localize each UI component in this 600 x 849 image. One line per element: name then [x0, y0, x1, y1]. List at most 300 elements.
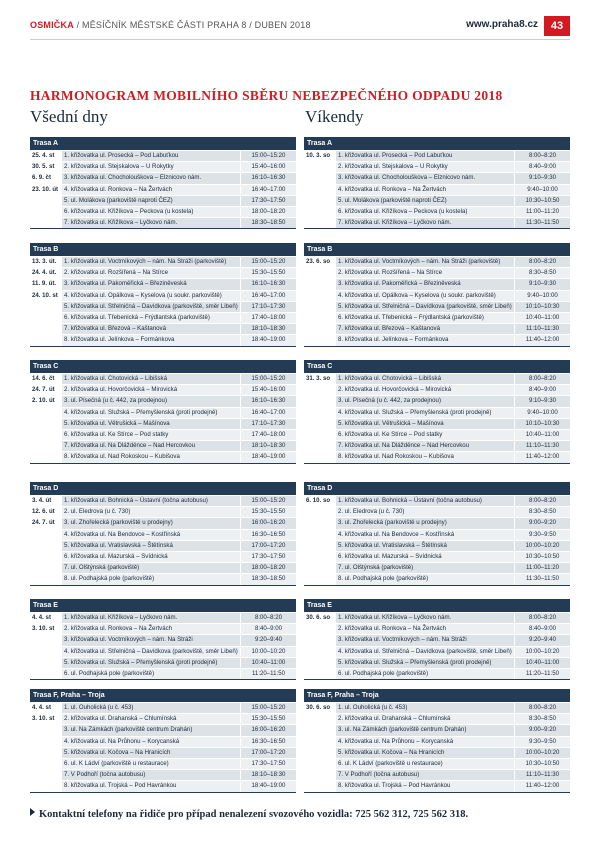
contact-text: Kontaktní telefony na řidiče pro případ nenalezení svozového vozidla: 725 562 312, 725 562 318.: [39, 809, 469, 820]
table-row: [304, 267, 570, 278]
stop-date: [30, 574, 61, 584]
stop-location: 6. křižovatka ul. Ke Stírce – Pod statky: [62, 430, 240, 440]
stop-location: 5. křižovatka ul. Větrušická – Mašínova: [336, 419, 514, 429]
table-row: [304, 418, 570, 429]
table-row: [304, 634, 570, 645]
route-table: [304, 243, 570, 347]
stop-date: [30, 552, 61, 562]
stop-location: 4. křižovatka ul. Opálkova – Kyselova (u soukr. parkoviště): [62, 291, 240, 301]
table-row: [30, 301, 296, 312]
stop-date: [304, 669, 335, 679]
stop-date: [304, 530, 335, 540]
stop-time: 9:40–10:00: [515, 291, 570, 301]
stop-location: 4. křižovatka ul. Střelničná – Davídkova (parkoviště, směr Libeň): [336, 647, 514, 657]
table-row: [30, 668, 296, 679]
stop-location: 3. ul. Na Zámkách (parkoviště centrum Drahán): [62, 725, 240, 735]
stop-date: [304, 279, 335, 289]
stop-location: 8. ul. Podhajská pole (parkoviště): [62, 574, 240, 584]
table-row: [30, 418, 296, 429]
table-row: [304, 217, 570, 228]
stop-time: 17:30–17:50: [241, 759, 296, 769]
table-row: [304, 301, 570, 312]
table-row: [304, 529, 570, 540]
stop-date: 25. 4. st: [30, 151, 61, 161]
stop-location: 8. křižovatka ul. Jelínkova – Formánkova: [62, 335, 240, 345]
stop-date: [30, 759, 61, 769]
stop-location: 1. ul. Ouholická (u č. 453): [62, 703, 240, 713]
stop-date: [304, 658, 335, 668]
stop-date: [304, 759, 335, 769]
stop-date: 4. 4. st: [30, 613, 61, 623]
stop-time: 16:40–17:00: [241, 291, 296, 301]
stop-time: 8:40–9:00: [515, 624, 570, 634]
table-row: [304, 278, 570, 289]
stop-date: 3. 4. út: [30, 496, 61, 506]
stop-date: 24. 7. út: [30, 385, 61, 395]
stop-location: 5. křižovatka ul. Střelničná – Davídkova (parkoviště, směr Libeň): [62, 302, 240, 312]
stop-location: 2. křižovatka ul. Ronkova – Na Žertvách: [62, 624, 240, 634]
stop-location: 2. křižovatka ul. Rozšířená – Na Stírce: [336, 268, 514, 278]
table-row: [30, 780, 296, 791]
stop-location: 2. ul. Eledrova (u č. 730): [62, 507, 240, 517]
stop-time: 11:40–12:00: [515, 452, 570, 462]
stop-location: 8. křižovatka ul. Trojská – Pod Havránkou: [336, 781, 514, 791]
stop-location: 5. křižovatka ul. Střelničná – Davídkova (parkoviště, směr Libeň): [336, 302, 514, 312]
table-row: [304, 184, 570, 195]
route-table: [304, 360, 570, 464]
stop-time: 16:30–16:50: [241, 737, 296, 747]
stop-date: [304, 268, 335, 278]
stop-time: 15:00–15:20: [241, 496, 296, 506]
table-row: [30, 646, 296, 657]
stop-time: 18:10–18:30: [241, 770, 296, 780]
stop-date: 24. 7. út: [30, 518, 61, 528]
stop-time: 17:00–17:20: [241, 541, 296, 551]
stop-time: 8:40–9:00: [515, 385, 570, 395]
table-row: [304, 256, 570, 267]
stop-location: 1. křižovatka ul. Bohnická – Ústavní (točna autobusu): [62, 496, 240, 506]
stop-time: 8:40–9:00: [515, 162, 570, 172]
stop-location: 6. ul. K Ládví (parkoviště u restaurace): [62, 759, 240, 769]
stop-location: 7. V Podhoří (točna autobusu): [336, 770, 514, 780]
table-row: [304, 161, 570, 172]
stop-time: 11:00–11:20: [515, 207, 570, 217]
stop-date: [30, 669, 61, 679]
stop-location: 6. křižovatka ul. Mazurská – Svídnická: [62, 552, 240, 562]
stop-date: [30, 541, 61, 551]
stop-time: 18:30–18:50: [241, 218, 296, 228]
stop-date: [304, 552, 335, 562]
stop-time: 8:00–8:20: [241, 613, 296, 623]
stop-location: 4. křižovatka ul. Ronkova – Na Žertvách: [336, 185, 514, 195]
stop-date: [30, 725, 61, 735]
stop-date: [304, 452, 335, 462]
table-row: [304, 623, 570, 634]
stop-date: 12. 6. út: [30, 507, 61, 517]
table-row: [30, 440, 296, 451]
stop-time: 11:20–11:50: [515, 669, 570, 679]
table-row: [30, 769, 296, 780]
table-row: [30, 702, 296, 713]
stop-location: 5. křižovatka ul. Větrušická – Mašínova: [62, 419, 240, 429]
table-row: [30, 150, 296, 161]
stop-time: 9:30–9:50: [515, 737, 570, 747]
stop-time: 18:40–19:00: [241, 781, 296, 791]
stop-location: 3. ul. Písečná (u č. 442, za prodejnou): [62, 396, 240, 406]
stop-date: [304, 635, 335, 645]
stop-time: 10:30–10:50: [515, 759, 570, 769]
table-row: [30, 373, 296, 384]
table-row: [304, 290, 570, 301]
stop-date: [30, 430, 61, 440]
stop-location: 3. křižovatka ul. Chocholouškova – Elznicovo nám.: [62, 173, 240, 183]
stop-date: [304, 714, 335, 724]
table-row: [30, 747, 296, 758]
table-row: [304, 517, 570, 528]
header-subtitle: / MĚSÍČNÍK MĚSTSKÉ ČÁSTI PRAHA 8 / DUBEN 2018: [73, 20, 311, 30]
stop-time: 8:30–8:50: [515, 714, 570, 724]
table-row: [304, 172, 570, 183]
stop-date: [30, 770, 61, 780]
route-name: Trasa B: [304, 243, 570, 256]
stop-location: 2. křižovatka ul. Stejskalova – U Rokytky: [336, 162, 514, 172]
stop-time: 11:20–11:50: [241, 669, 296, 679]
stop-date: 14. 6. čt: [30, 374, 61, 384]
stop-time: 17:40–18:00: [241, 313, 296, 323]
stop-location: 7. křižovatka ul. Na Dlážděnce – Nad Hercovkou: [62, 441, 240, 451]
stop-date: [304, 162, 335, 172]
stop-time: 9:10–9:30: [515, 279, 570, 289]
stop-location: 4. křižovatka ul. Střelničná – Davídkova (parkoviště, směr Libeň): [62, 647, 240, 657]
table-row: [30, 334, 296, 345]
stop-date: 10. 3. so: [304, 151, 335, 161]
stop-location: 6. ul. K Ládví (parkoviště u restaurace): [336, 759, 514, 769]
stop-date: 30. 6. so: [304, 703, 335, 713]
stop-location: 1. křižovatka ul. Voctmíkových – nám. Na Stráži (parkoviště): [62, 257, 240, 267]
stop-date: [304, 748, 335, 758]
stop-date: [30, 781, 61, 791]
stop-date: [304, 335, 335, 345]
table-row: [30, 184, 296, 195]
stop-time: 9:40–10:00: [515, 185, 570, 195]
stop-date: [30, 635, 61, 645]
stop-date: [304, 647, 335, 657]
stop-date: [304, 725, 335, 735]
weekend-heading: Víkendy: [305, 107, 364, 126]
stop-time: 10:40–11:00: [515, 658, 570, 668]
route-name: Trasa C: [30, 360, 296, 373]
stop-time: 9:20–9:40: [241, 635, 296, 645]
table-row: [304, 506, 570, 517]
stop-location: 4. křižovatka ul. Služská – Přemyšlenská (proti prodejně): [62, 408, 240, 418]
stop-time: 15:30–15:50: [241, 714, 296, 724]
table-row: [304, 312, 570, 323]
stop-date: 30. 5. st: [30, 162, 61, 172]
stop-time: 15:40–16:00: [241, 162, 296, 172]
table-row: [30, 384, 296, 395]
table-row: [304, 451, 570, 462]
stop-date: [30, 563, 61, 573]
stop-date: [304, 207, 335, 217]
stop-time: 11:10–11:30: [515, 324, 570, 334]
stop-time: 9:10–9:30: [515, 173, 570, 183]
stop-location: 5. křižovatka ul. Vratislavská – Štětínská: [336, 541, 514, 551]
stop-date: [30, 647, 61, 657]
stop-date: 6. 9. čt: [30, 173, 61, 183]
route-name: Trasa A: [304, 137, 570, 150]
table-row: [30, 323, 296, 334]
stop-location: 6. křižovatka ul. Mazurská – Svídnická: [336, 552, 514, 562]
stop-date: [30, 530, 61, 540]
stop-time: 10:30–10:50: [515, 552, 570, 562]
stop-location: 8. křižovatka ul. Nad Rokoskou – Kubišova: [62, 452, 240, 462]
route-name: Trasa F, Praha – Troja: [30, 689, 296, 702]
stop-time: 17:10–17:30: [241, 302, 296, 312]
stop-date: [304, 218, 335, 228]
table-row: [304, 747, 570, 758]
table-row: [304, 373, 570, 384]
stop-location: 6. křižovatka ul. Třebenická – Frýdlantská (parkoviště): [62, 313, 240, 323]
stop-date: [30, 658, 61, 668]
stop-location: 5. ul. Molákova (parkoviště naproti ČEZ): [62, 196, 240, 206]
stop-time: 18:40–19:00: [241, 452, 296, 462]
stop-date: [30, 313, 61, 323]
stop-time: 11:00–11:20: [515, 563, 570, 573]
table-row: [30, 713, 296, 724]
table-row: [304, 646, 570, 657]
table-row: [304, 323, 570, 334]
table-row: [304, 384, 570, 395]
stop-time: 8:00–8:20: [515, 257, 570, 267]
stop-time: 18:10–18:30: [241, 441, 296, 451]
stop-location: 5. křižovatka ul. Služská – Přemyšlenská (proti prodejně): [336, 658, 514, 668]
stop-location: 2. křižovatka ul. Hovorčovická – Mirovická: [336, 385, 514, 395]
page-header: [30, 16, 570, 40]
stop-time: 18:00–18:20: [241, 207, 296, 217]
stop-date: 3. 10. st: [30, 624, 61, 634]
stop-date: [304, 396, 335, 406]
stop-location: 3. ul. Zhořelecká (parkoviště u prodejny): [336, 518, 514, 528]
route-table: [30, 243, 296, 347]
stop-location: 7. ul. Olštýnská (parkoviště): [336, 563, 514, 573]
stop-time: 10:10–10:30: [515, 419, 570, 429]
arrow-right-icon: [30, 808, 35, 816]
stop-location: 1. křižovatka ul. Křižíkova – Lyčkovo nám.: [62, 613, 240, 623]
stop-time: 18:10–18:30: [241, 324, 296, 334]
stop-time: 8:40–9:00: [241, 624, 296, 634]
website-link[interactable]: www.praha8.cz: [466, 19, 538, 30]
stop-time: 18:00–18:20: [241, 563, 296, 573]
table-row: [30, 290, 296, 301]
route-table: [304, 137, 570, 229]
stop-time: 16:30–16:50: [241, 530, 296, 540]
stop-location: 6. křižovatka ul. Křižíkova – Peckova (u kostela): [336, 207, 514, 217]
table-row: [30, 395, 296, 406]
stop-location: 8. křižovatka ul. Trojská – Pod Havránkou: [62, 781, 240, 791]
stop-time: 11:10–11:30: [515, 770, 570, 780]
stop-time: 15:00–15:20: [241, 257, 296, 267]
route-table: [304, 689, 570, 793]
table-row: [30, 758, 296, 769]
stop-location: 5. ul. Molákova (parkoviště naproti ČEZ): [336, 196, 514, 206]
table-row: [30, 495, 296, 506]
route-table: [30, 137, 296, 229]
table-row: [30, 657, 296, 668]
stop-date: [30, 335, 61, 345]
stop-date: [30, 441, 61, 451]
stop-time: 15:00–15:20: [241, 703, 296, 713]
stop-location: 2. křižovatka ul. Ronkova – Na Žertvách: [336, 624, 514, 634]
route-name: Trasa D: [30, 482, 296, 495]
stop-location: 4. křižovatka ul. Na Průhonu – Korycanská: [62, 737, 240, 747]
route-table: [30, 599, 296, 680]
table-row: [304, 429, 570, 440]
header-masthead: [30, 20, 311, 30]
table-row: [30, 267, 296, 278]
stop-date: [304, 574, 335, 584]
stop-location: 1. křižovatka ul. Voctmíkových – nám. Na Stráži (parkoviště): [336, 257, 514, 267]
stop-location: 5. křižovatka ul. Kočova – Na Hranicích: [336, 748, 514, 758]
stop-date: [30, 408, 61, 418]
stop-location: 1. ul. Ouholická (u č. 453): [336, 703, 514, 713]
stop-time: 8:30–8:50: [515, 507, 570, 517]
stop-location: 3. křižovatka ul. Voctmíkových – nám. Na Stráži: [336, 635, 514, 645]
table-row: [304, 702, 570, 713]
stop-location: 3. křižovatka ul. Pakoměřická – Březiněveská: [62, 279, 240, 289]
stop-date: [304, 185, 335, 195]
table-row: [30, 206, 296, 217]
stop-time: 9:20–9:40: [515, 635, 570, 645]
table-row: [304, 395, 570, 406]
stop-time: 17:00–17:20: [241, 748, 296, 758]
table-row: [30, 562, 296, 573]
stop-date: 23. 6. so: [304, 257, 335, 267]
table-row: [30, 217, 296, 228]
table-row: [304, 407, 570, 418]
stop-time: 10:00–10:20: [515, 541, 570, 551]
stop-location: 2. křižovatka ul. Stejskalova – U Rokytky: [62, 162, 240, 172]
table-row: [304, 668, 570, 679]
stop-time: 17:30–17:50: [241, 552, 296, 562]
stop-time: 8:00–8:20: [515, 703, 570, 713]
stop-time: 16:40–17:00: [241, 408, 296, 418]
contact-footer: [30, 808, 468, 820]
stop-time: 8:00–8:20: [515, 151, 570, 161]
stop-location: 2. křižovatka ul. Drahanská – Chlumínská: [336, 714, 514, 724]
stop-time: 15:00–15:20: [241, 374, 296, 384]
stop-date: [304, 302, 335, 312]
stop-date: [304, 563, 335, 573]
stop-location: 5. křižovatka ul. Vratislavská – Štětínská: [62, 541, 240, 551]
table-row: [304, 440, 570, 451]
table-row: [304, 334, 570, 345]
table-row: [30, 612, 296, 623]
stop-location: 2. křižovatka ul. Drahanská – Chlumínská: [62, 714, 240, 724]
route-name: Trasa E: [30, 599, 296, 612]
table-row: [304, 657, 570, 668]
stop-time: 10:40–11:00: [515, 313, 570, 323]
table-row: [30, 517, 296, 528]
stop-date: [304, 385, 335, 395]
table-row: [30, 451, 296, 462]
stop-time: 10:10–10:30: [515, 302, 570, 312]
stop-time: 8:00–8:20: [515, 374, 570, 384]
stop-time: 11:40–12:00: [515, 781, 570, 791]
stop-time: 11:10–11:30: [515, 441, 570, 451]
stop-date: [304, 770, 335, 780]
route-name: Trasa D: [304, 482, 570, 495]
stop-location: 3. ul. Písečná (u č. 442, za prodejnou): [336, 396, 514, 406]
stop-date: [304, 408, 335, 418]
stop-date: [304, 324, 335, 334]
stop-date: [30, 737, 61, 747]
stop-location: 3. křižovatka ul. Pakoměřická – Březiněveská: [336, 279, 514, 289]
stop-time: 17:30–17:50: [241, 196, 296, 206]
table-row: [304, 758, 570, 769]
stop-date: [304, 196, 335, 206]
stop-location: 6. křižovatka ul. Ke Stírce – Pod statky: [336, 430, 514, 440]
table-row: [30, 573, 296, 584]
table-row: [304, 713, 570, 724]
stop-location: 7. křižovatka ul. Křižíkova – Lyčkovo nám.: [336, 218, 514, 228]
table-row: [304, 540, 570, 551]
stop-time: 16:10–16:30: [241, 279, 296, 289]
stop-date: [304, 441, 335, 451]
stop-location: 1. křižovatka ul. Prosecká – Pod Labuťkou: [62, 151, 240, 161]
table-row: [304, 612, 570, 623]
stop-date: [30, 452, 61, 462]
stop-location: 6. ul. Podhajská pole (parkoviště): [336, 669, 514, 679]
stop-time: 10:00–10:20: [515, 647, 570, 657]
stop-location: 1. křižovatka ul. Chotovická – Libišská: [336, 374, 514, 384]
route-table: [30, 482, 296, 586]
stop-location: 3. křižovatka ul. Chocholouškova – Elznicovo nám.: [336, 173, 514, 183]
route-table: [30, 360, 296, 464]
stop-location: 5. křižovatka ul. Služská – Přemyšlenská (proti prodejně): [62, 658, 240, 668]
table-row: [30, 736, 296, 747]
table-row: [30, 407, 296, 418]
route-name: Trasa E: [304, 599, 570, 612]
route-name: Trasa A: [30, 137, 296, 150]
stop-date: 13. 3. út.: [30, 257, 61, 267]
stop-time: 11:40–12:00: [515, 335, 570, 345]
stop-time: 16:00–16:20: [241, 518, 296, 528]
table-row: [30, 634, 296, 645]
stop-location: 2. křižovatka ul. Hovorčovická – Mirovická: [62, 385, 240, 395]
stop-location: 1. křižovatka ul. Prosecká – Pod Labuťkou: [336, 151, 514, 161]
route-table: [304, 599, 570, 680]
table-row: [304, 150, 570, 161]
stop-time: 15:40–16:00: [241, 385, 296, 395]
stop-location: 2. křižovatka ul. Rozšířená – Na Stírce: [62, 268, 240, 278]
route-name: Trasa B: [30, 243, 296, 256]
route-name: Trasa F, Praha – Troja: [304, 689, 570, 702]
stop-date: 3. 10. st: [30, 714, 61, 724]
stop-location: 4. křižovatka ul. Ronkova – Na Žertvách: [62, 185, 240, 195]
stop-location: 4. křižovatka ul. Opálkova – Kyselova (u soukr. parkoviště): [336, 291, 514, 301]
stop-location: 7. křižovatka ul. Březová – Kaštanová: [62, 324, 240, 334]
stop-location: 3. ul. Zhořelecká (parkoviště u prodejny): [62, 518, 240, 528]
page-number: 43: [544, 16, 570, 36]
stop-time: 9:00–9:20: [515, 725, 570, 735]
stop-date: [304, 313, 335, 323]
stop-location: 4. křižovatka ul. Služská – Přemyšlenská (proti prodejně): [336, 408, 514, 418]
stop-location: 7. ul. Olštýnská (parkoviště): [62, 563, 240, 573]
stop-location: 4. křižovatka ul. Na Bendovce – Kostřínská: [336, 530, 514, 540]
stop-location: 7. křižovatka ul. Na Dlážděnce – Nad Hercovkou: [336, 441, 514, 451]
stop-date: [30, 748, 61, 758]
table-row: [304, 495, 570, 506]
